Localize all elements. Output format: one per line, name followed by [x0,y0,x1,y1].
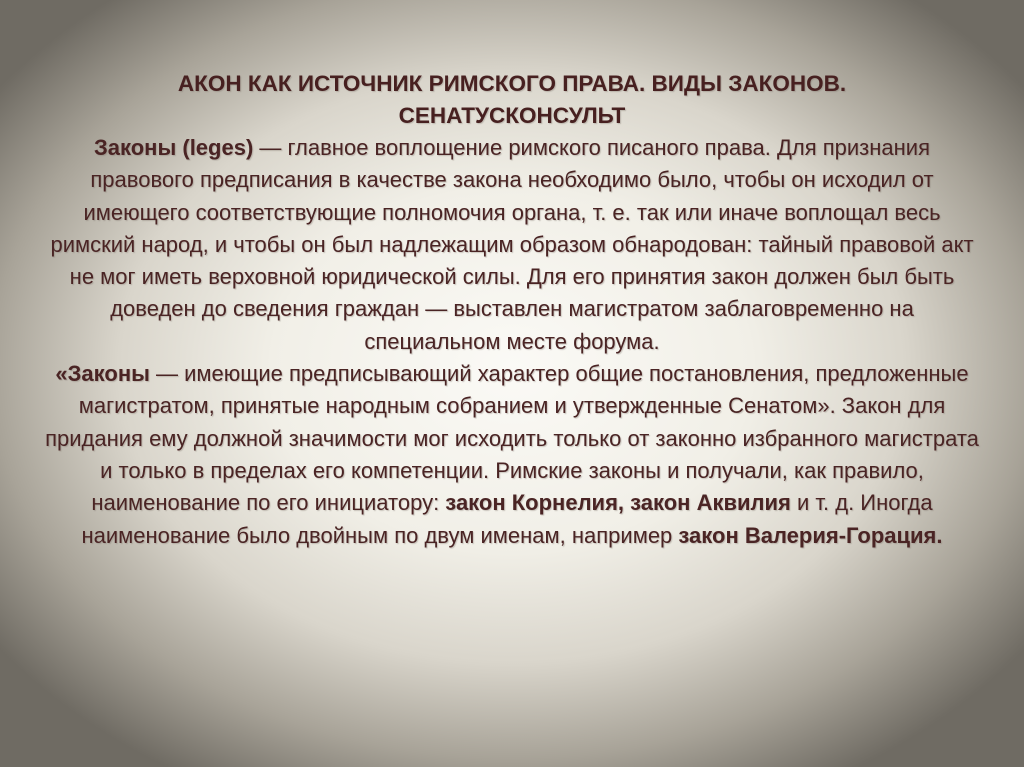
paragraph-definition [40,358,984,552]
paragraph-definition-text-2: и т. д. Иногда наименование было двойным по двум именам, например [81,490,933,548]
term-leges: Законы (leges) [94,135,254,160]
term-zakony: «Законы [55,361,150,387]
paragraph-definition-text: — имеющие предписывающий характер общие постановления, предложенные магистратом, принятые народным собранием и утвержденные Сенатом». Закон для придания ему должной значимости мог исходить только от законно избранного магистрата и только в пределах его компетенции. Римские законы и получали, как правило, наименование по его инициатору: [45,361,979,516]
title-line-1: АКОН КАК ИСТОЧНИК РИМСКОГО ПРАВА. ВИДЫ ЗАКОНОВ. [177,71,847,96]
paragraph-leges [40,132,984,358]
slide-title [40,68,984,132]
paragraph-leges-text: — главное воплощение римского писаного права. Для признания правового предписания в качестве закона необходимо было, чтобы он исходил от имеющего соответствующие полномочия органа, т. е. так или иначе воплощал весь римский народ, и чтобы он был надлежащим образом обнародован: тайный правовой акт не мог иметь верховной юридической силы. Для его принятия закон должен был быть доведен до сведения граждан — выставлен магистратом заблаговременно на специальном месте форума. [50,135,974,354]
slide-content [40,68,984,552]
law-name-valerius-horatius: закон Валерия-Горация. [678,522,943,548]
title-line-2: СЕНАТУСКОНСУЛЬТ [398,103,626,128]
law-names-cornelius-aquilius: закон Корнелия, закон Аквилия [445,490,791,516]
